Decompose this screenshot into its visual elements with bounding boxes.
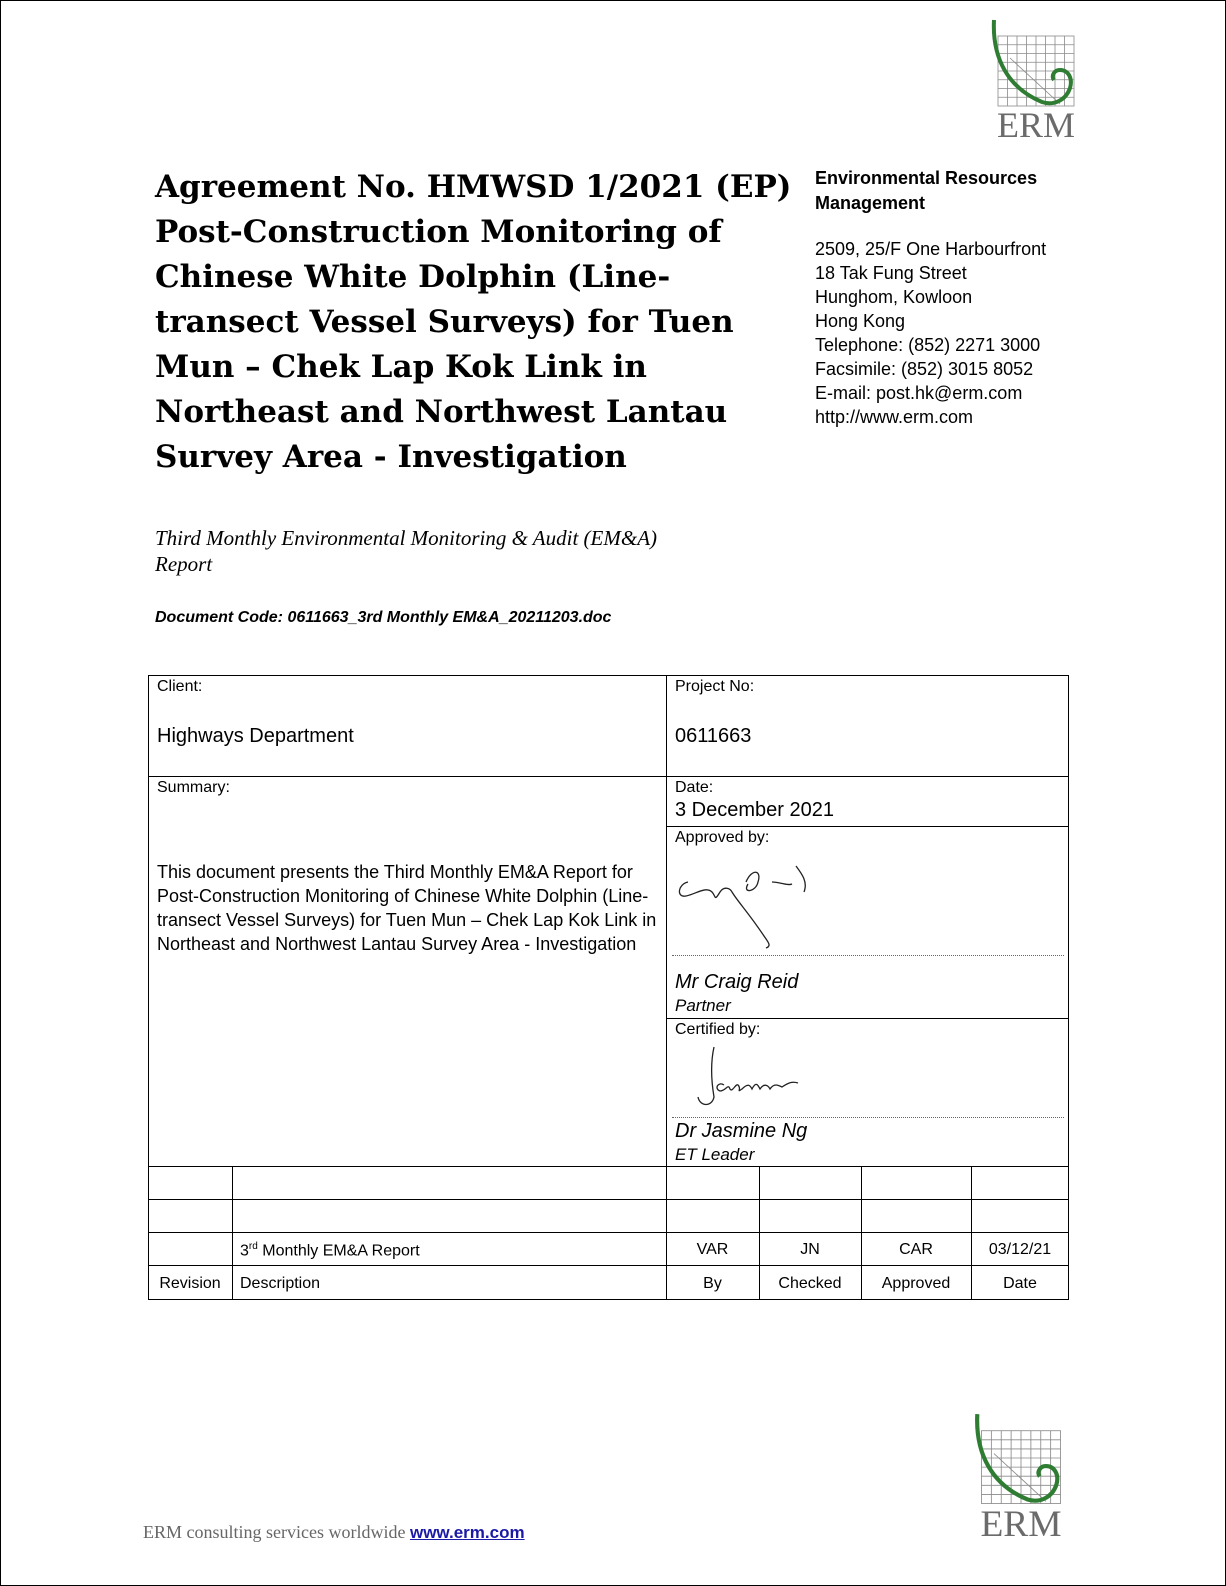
revision-approved: CAR: [899, 1241, 933, 1258]
footer-link[interactable]: www.erm.com: [409, 1523, 525, 1542]
website[interactable]: http://www.erm.com: [815, 407, 974, 427]
approved-role: Partner: [675, 996, 731, 1015]
revision-checked: JN: [800, 1241, 820, 1258]
address-line: 2509, 25/F One Harbourfront: [815, 239, 1047, 259]
header-date: Date: [1003, 1275, 1037, 1292]
header-revision: Revision: [159, 1275, 221, 1292]
title-line: Mun – Chek Lap Kok Link in: [155, 349, 647, 385]
email[interactable]: E-mail: post.hk@erm.com: [815, 383, 1023, 403]
project-label: Project No:: [675, 678, 755, 695]
footer: [143, 1522, 525, 1543]
header-description: Description: [240, 1275, 321, 1292]
date-label: Date:: [675, 779, 714, 796]
client-label: Client:: [157, 678, 203, 695]
footer-text: ERM consulting services worldwide: [143, 1522, 410, 1542]
title-line: Post-Construction Monitoring of: [155, 214, 722, 250]
certified-signature: [690, 1045, 820, 1115]
approved-label: Approved by:: [675, 829, 770, 846]
address-line: Hunghom, Kowloon: [815, 287, 973, 307]
client-value: Highways Department: [157, 725, 354, 747]
company-address: [815, 237, 1135, 429]
certified-name: Dr Jasmine Ng: [675, 1120, 808, 1142]
certified-role: ET Leader: [675, 1145, 755, 1164]
document-code: Document Code: 0611663_3rd Monthly EM&A_20211203.doc: [155, 609, 612, 626]
revision-date: 03/12/21: [988, 1241, 1052, 1258]
logo-text: ERM: [980, 1503, 1062, 1542]
summary-text: This document presents the Third Monthly EM&A Report for Post-Construction Monitoring of Chinese White Dolphin (Line-transect Vessel Surveys) for Tuen Mun – Chek Lap Kok Link in Northeast and Northwest Lantau Survey Area - Investigation: [157, 862, 657, 954]
title-line: Agreement No. HMWSD 1/2021 (EP): [155, 169, 792, 205]
info-table: [148, 675, 1069, 1300]
company-name: Environmental Resources Management: [815, 168, 1038, 213]
summary-label: Summary:: [157, 779, 230, 796]
project-value: 0611663: [675, 725, 752, 747]
header-by: By: [703, 1275, 722, 1292]
title-line: Northeast and Northwest Lantau: [155, 394, 728, 430]
approved-name: Mr Craig Reid: [675, 971, 799, 993]
revision-by: VAR: [696, 1241, 729, 1258]
title-line: transect Vessel Surveys) for Tuen: [155, 304, 734, 340]
facsimile: Facsimile: (852) 3015 8052: [815, 359, 1034, 379]
address-line: Hong Kong: [815, 311, 906, 331]
document-title: [155, 165, 792, 480]
title-line: Chinese White Dolphin (Line-: [155, 259, 671, 295]
title-line: Survey Area - Investigation: [155, 439, 627, 475]
report-type: Third Monthly Environmental Monitoring & Audit (EM&A) Report: [155, 526, 658, 576]
telephone: Telephone: (852) 2271 3000: [815, 335, 1041, 355]
erm-logo-bottom: [972, 1412, 1070, 1542]
revision-description: 3rd Monthly EM&A Report: [240, 1241, 420, 1260]
address-line: 18 Tak Fung Street: [815, 263, 967, 283]
certified-label: Certified by:: [675, 1021, 761, 1038]
header-approved: Approved: [881, 1275, 951, 1292]
erm-logo-top: [990, 18, 1082, 143]
header-checked: Checked: [778, 1275, 842, 1292]
approved-signature: [676, 862, 816, 952]
logo-text: ERM: [996, 105, 1076, 143]
date-value: 3 December 2021: [675, 799, 834, 821]
